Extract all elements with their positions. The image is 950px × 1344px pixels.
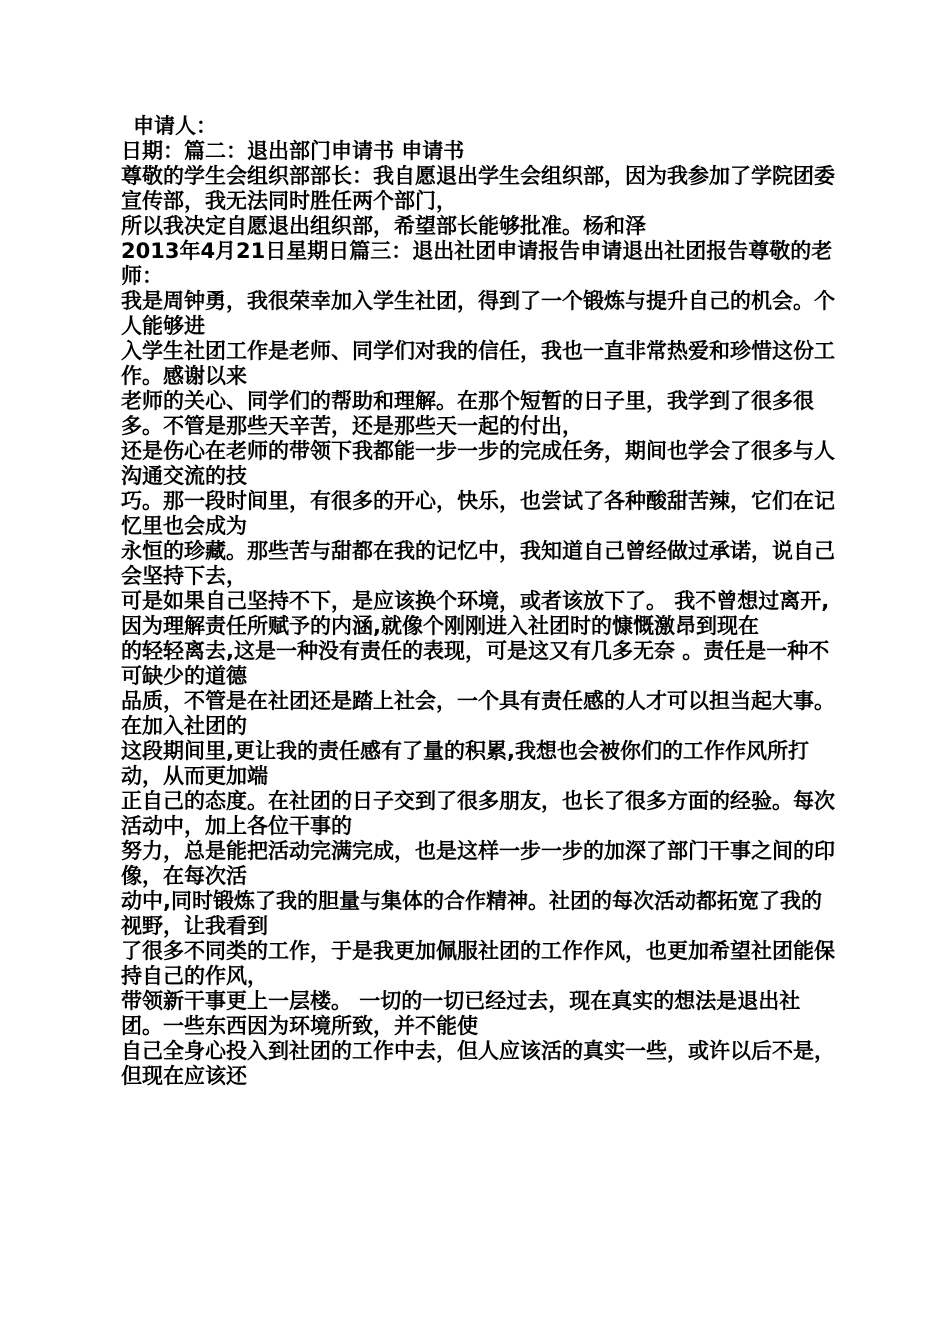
applicant-line: 申请人： bbox=[133, 114, 217, 138]
document-body bbox=[117, 114, 837, 1089]
paragraph: 入学生社团工作是老师、同学们对我的信任，我也一直非常热爱和珍惜这份工作。感谢以来 bbox=[121, 339, 835, 388]
paragraph: 这段期间里,更让我的责任感有了量的积累,我想也会被你们的工作作风所打动，从而更加端 bbox=[121, 739, 809, 788]
paragraph: 巧。那一段时间里，有很多的开心，快乐，也尝试了各种酸甜苦辣，它们在记忆里也会成为 bbox=[121, 489, 835, 538]
paragraph: 可是如果自己坚持不下，是应该换个环境，或者该放下了。 我不曾想过离开,因为理解责任所赋予的内涵,就像个刚刚进入社团时的慷慨激昂到现在 bbox=[121, 589, 830, 638]
paragraph: 所以我决定自愿退出组织部，希望部长能够批准。杨和泽 bbox=[121, 214, 646, 238]
paragraph: 努力，总是能把活动完满完成，也是这样一步一步的加深了部门干事之间的印像，在每次活 bbox=[121, 839, 835, 888]
paragraph: 的轻轻离去,这是一种没有责任的表现，可是这又有几多无奈 。责任是一种不可缺少的道德 bbox=[121, 639, 830, 688]
paragraph: 尊敬的学生会组织部部长：我自愿退出学生会组织部，因为我参加了学院团委宣传部，我无法同时胜任两个部门， bbox=[121, 164, 835, 213]
paragraph: 老师的关心、同学们的帮助和理解。在那个短暂的日子里，我学到了很多很多。不管是那些天辛苦，还是那些天一起的付出， bbox=[121, 389, 814, 438]
paragraph: 我是周钟勇，我很荣幸加入学生社团，得到了一个锻炼与提升自己的机会。个人能够进 bbox=[121, 289, 835, 338]
date-heading-line: 日期：篇二：退出部门申请书 申请书 bbox=[121, 139, 465, 163]
paragraph: 2013年4月21日星期日篇三：退出社团申请报告申请退出社团报告尊敬的老师： bbox=[121, 239, 833, 288]
paragraph: 永恒的珍藏。那些苦与甜都在我的记忆中，我知道自己曾经做过承诺，说自己会坚持下去， bbox=[121, 539, 835, 588]
paragraph: 动中,同时锻炼了我的胆量与集体的合作精神。社团的每次活动都拓宽了我的视野，让我看到 bbox=[121, 889, 822, 938]
paragraph: 了很多不同类的工作，于是我更加佩服社团的工作作风，也更加希望社团能保持自己的作风， bbox=[121, 939, 835, 988]
paragraph: 还是伤心在老师的带领下我都能一步一步的完成任务，期间也学会了很多与人沟通交流的技 bbox=[121, 439, 835, 488]
paragraph: 自己全身心投入到社团的工作中去，但人应该活的真实一些，或许以后不是，但现在应该还 bbox=[121, 1039, 835, 1088]
paragraph: 带领新干事更上一层楼。 一切的一切已经过去，现在真实的想法是退出社团。一些东西因为环境所致，并不能使 bbox=[121, 989, 801, 1038]
paragraph: 品质，不管是在社团还是踏上社会，一个具有责任感的人才可以担当起大事。在加入社团的 bbox=[121, 689, 835, 738]
paragraph: 正自己的态度。在社团的日子交到了很多朋友，也长了很多方面的经验。每次活动中，加上各位干事的 bbox=[121, 789, 835, 838]
